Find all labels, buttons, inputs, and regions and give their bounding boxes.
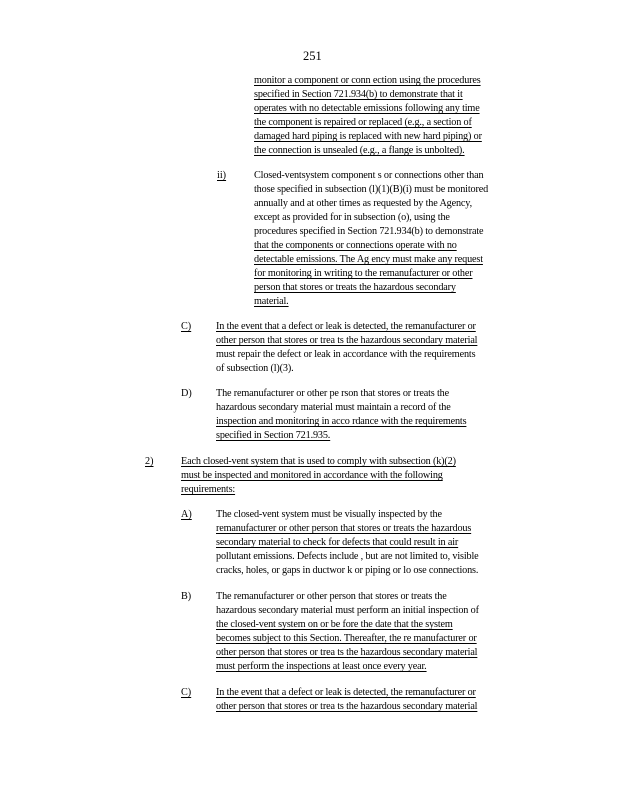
text-line: monitor a component or conn ection using the procedures [254,75,481,86]
text-line: other person that stores or trea ts the hazardous secondary material [216,335,478,346]
item-label-a: A) [181,509,192,520]
text-line: must perform the inspections at least once every year. [216,661,427,672]
text-line: other person that stores or trea ts the hazardous secondary material [216,647,478,658]
text-line: In the event that a defect or leak is detected, the remanufacturer or [216,687,476,698]
text-line: The remanufacturer or other person that stores or treats the [216,591,447,602]
text-line: requirements: [181,484,236,495]
text-line: cracks, holes, or gaps in ductwor k or piping or lo ose connections. [216,565,479,576]
text-line: annually and at other times as requested by the Agency, [254,198,472,209]
text-line: procedures specified in Section 721.934(b) to demonstrate [254,226,484,237]
text-line: person that stores or treats the hazardous secondary [254,282,456,293]
text-line: must repair the defect or leak in accordance with the requirements [216,349,476,360]
text-line: pollutant emissions. Defects include , but are not limited to, visible [216,551,479,562]
text-line: hazardous secondary material must perform an initial inspection of [216,605,479,616]
text-line: The remanufacturer or other pe rson that stores or treats the [216,388,449,399]
item-label-c: C) [181,687,192,698]
text-line: material. [254,296,289,307]
item-label-b: B) [181,591,192,602]
text-line: operates with no detectable emissions following any time [254,103,480,114]
text-line: inspection and monitoring in acco rdance with the requirements [216,416,467,427]
text-line: specified in Section 721.935. [216,430,331,441]
text-line: the connection is unsealed (e.g., a flange is unbolted). [254,145,465,156]
text-line: the closed-vent system on or be fore the date that the system [216,619,453,630]
text-line: Closed-ventsystem component s or connections other than [254,170,484,181]
item-label-d: D) [181,388,192,399]
text-line: specified in Section 721.934(b) to demonstrate that it [254,89,463,100]
text-line: must be inspected and monitored in accordance with the following [181,470,443,481]
text-line: hazardous secondary material must maintain a record of the [216,402,451,413]
text-line: The closed-vent system must be visually inspected by the [216,509,442,520]
text-line: for monitoring in writing to the remanufacturer or other [254,268,473,279]
text-line: remanufacturer or other person that stores or treats the hazardous [216,523,472,534]
text-line: becomes subject to this Section. Thereafter, the re manufacturer or [216,633,477,644]
text-line: of subsection (l)(3). [216,363,294,374]
text-line: those specified in subsection (l)(1)(B)(i) must be monitored [254,184,489,195]
text-line: that the components or connections operate with no [254,240,457,251]
page-number: 251 [303,49,322,63]
text-line: detectable emissions. The Ag ency must make any request [254,254,483,265]
item-label-c: C) [181,321,192,332]
text-line: other person that stores or trea ts the hazardous secondary material [216,701,478,712]
item-label-ii: ii) [217,170,227,181]
item-label-2: 2) [145,456,154,467]
text-line: the component is repaired or replaced (e.g., a section of [254,117,472,128]
text-line: In the event that a defect or leak is detected, the remanufacturer or [216,321,476,332]
text-line: damaged hard piping is replaced with new hard piping) or [254,131,482,142]
text-line: Each closed-vent system that is used to comply with subsection (k)(2) [181,456,456,467]
text-line: secondary material to check for defects that could result in air [216,537,459,548]
text-line: except as provided for in subsection (o), using the [254,212,450,223]
